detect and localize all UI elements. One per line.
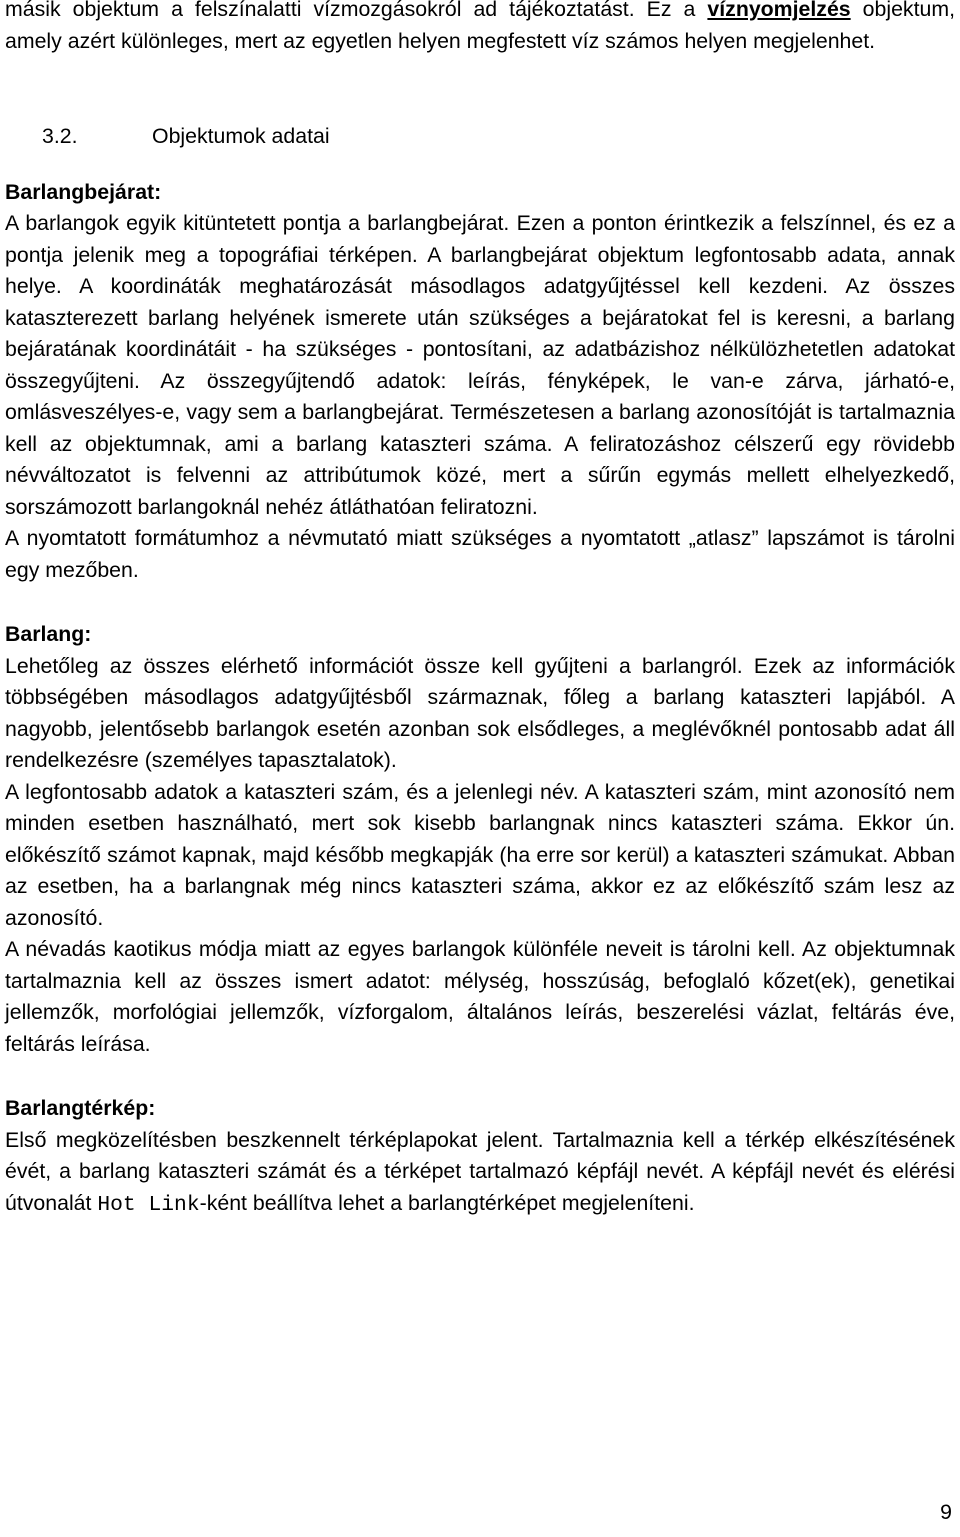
heading-barlangterkep: Barlangtérkép: — [5, 1096, 156, 1120]
barlangbejarat-paragraph-2: A nyomtatott formátumhoz a névmutató miatt szükséges a nyomtatott „atlasz” lapszámot is tárolni egy mezőben. — [5, 526, 955, 582]
barlang-paragraph-3: A névadás kaotikus módja miatt az egyes barlangok különféle neveit is tárolni kell. Az objektumnak tartalmaznia kell az összes ismert adatot: mélység, hosszúság, befoglaló kőzet(ek), genetikai jellemzők, morfológiai jellemzők, vízforgalom, általános leírás, beszerelési vázlat, feltárás éve, feltárás leírása. — [5, 937, 955, 1056]
section-title-text: Objektumok adatai — [152, 124, 330, 148]
intro-term: víznyomjelzés — [707, 0, 851, 21]
barlangterkep-text-before: Első megközelítésben beszkennelt térképlapokat jelent. Tartalmaznia kell a térkép elkészítésének évét, a barlang kataszteri számát és a térképet tartalmazó képfájl nevét. A képfájl nevét és elérési útvonalát — [5, 1127, 955, 1215]
section-title — [5, 121, 955, 153]
barlang-paragraph-2: A legfontosabb adatok a kataszteri szám, és a jelenlegi név. A kataszteri szám, mint azonosító nem minden esetben használható, mert sok kisebb barlangnak nincs kataszteri száma. Ekkor ún. előkészítő számot kapnak, majd később megkapják (ha erre sor kerül) a kataszteri számukat. Abban az esetben, ha a barlangnak még nincs kataszteri száma, akkor ez az előkészítő szám lesz az azonosító. — [5, 779, 955, 930]
heading-barlang: Barlang: — [5, 622, 92, 646]
heading-barlangbejarat: Barlangbejárat: — [5, 179, 162, 204]
intro-paragraph — [5, 0, 955, 57]
intro-text-1: másik objektum a felszínalatti vízmozgásokról ad tájékoztatást. Ez a — [5, 0, 708, 21]
barlangterkep-paragraph-1 — [5, 1125, 955, 1222]
document-page — [5, 0, 955, 1221]
barlang-paragraph-1: Lehetőleg az összes elérhető információt össze kell gyűjteni a barlangról. Ezek az információk többségében másodlagos adatgyűjtésből származnak, főleg a barlang kataszteri lapjából. A nagyobb, jelentősebb barlangok esetén azonban sok elsődleges, a meglévőknél pontosabb adat áll rendelkezésre (személyes tapasztalatok). — [5, 653, 955, 772]
barlangterkep-text-after: -ként beállítva lehet a barlangtérképet megjeleníteni. — [199, 1190, 695, 1215]
hot-link-code: Hot Link — [97, 1192, 200, 1217]
intro-text-2: objektum, amely azért különleges, mert az egyetlen helyen megfestett víz számos helyen megjelenhet. — [5, 0, 955, 53]
barlangbejarat-paragraph-1: A barlangok egyik kitüntetett pontja a barlangbejárat. Ezen a ponton érintkezik a felszínnel, és ez a pontja jelenik meg a topográfiai térképen. A barlangbejárat objektum legfontosabb adata, annak helye. A koordináták meghatározását másodlagos adatgyűjtéssel kell kezdeni. Az összes kataszterezett barlang helyének ismerete után szükséges a bejáratokat fel is keresni, a barlang bejáratának koordinátáit - ha szükséges - pontosítani, az adatbázishoz nélkülözhetetlen adatokat összegyűjteni. Az összegyűjtendő adatok: leírás, fényképek, le van-e zárva, járható-e, omlásveszélyes-e, vagy sem a barlangbejárat. Természetesen a barlang azonosítóját is tartalmaznia kell az objektumnak, ami a barlang kataszteri száma. A feliratozáshoz célszerű egy rövidebb névváltozatot is felvenni az attribútumok közé, mert a sűrűn egymás mellett elhelyezkedő, sorszámozott barlangoknál nehéz átláthatóan feliratozni. — [5, 211, 955, 519]
page-number: 9 — [940, 1500, 952, 1524]
section-number: 3.2. — [42, 124, 78, 148]
